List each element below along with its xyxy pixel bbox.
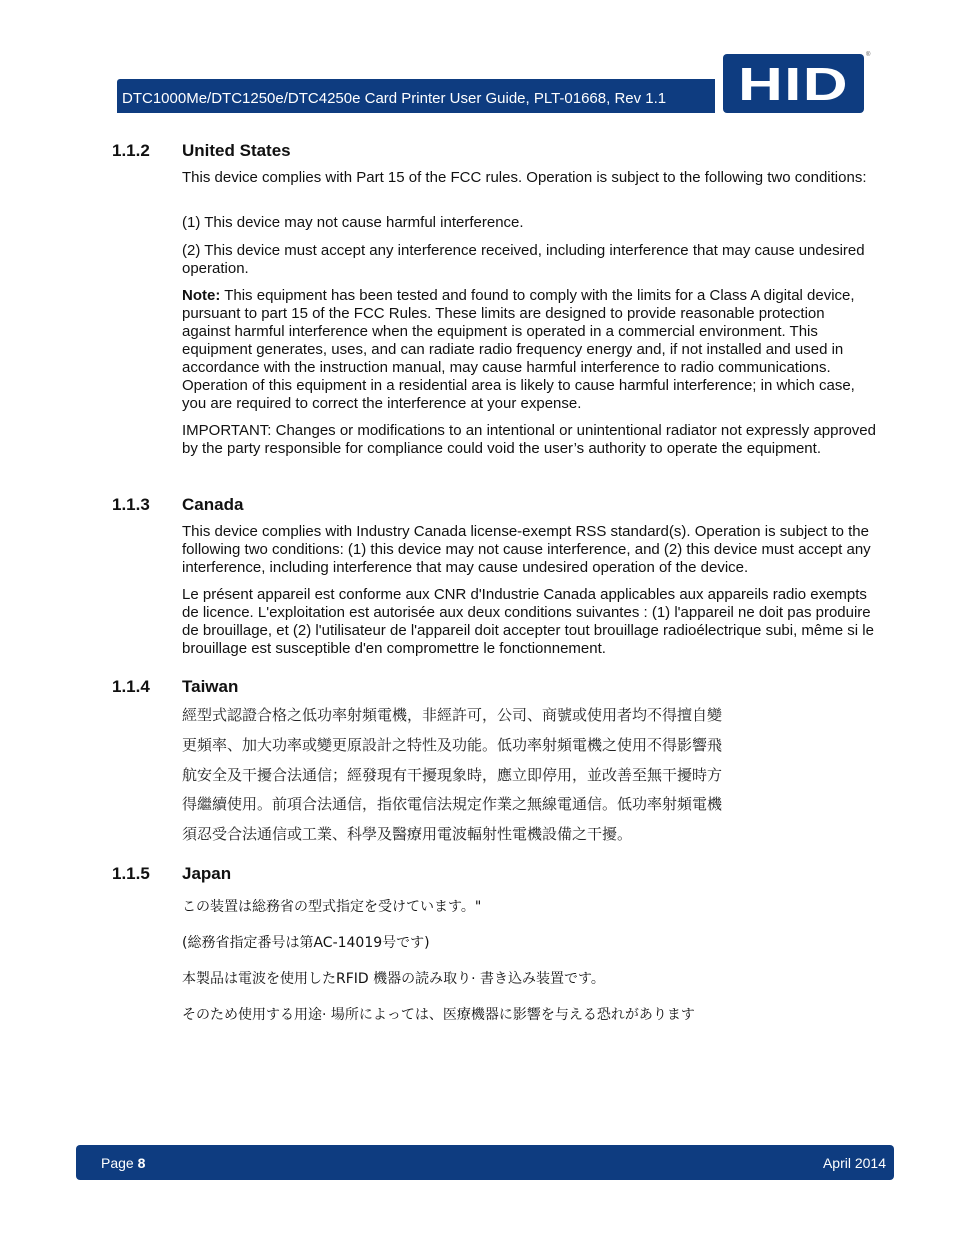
logo-text: HID — [737, 58, 849, 110]
registered-mark: ® — [866, 52, 871, 58]
note-text: This equipment has been tested and found to comply with the limits for a Class A digital device, pursuant to part 15 of the FCC Rules. These limits are designed to provide reasonable protection against harmful interference when the equipment is operated in a commercial environment. This equipment generates, uses, and can radiate radio frequency energy and, if not installed and used in accordance with the instruction manual, may cause harmful interference to radio communications. Operation of this equipment in a residential area is likely to cause harmful interference; in which case, you are required to correct the interference at your expense. — [182, 287, 855, 412]
paragraph-french: Le présent appareil est conforme aux CNR d'Industrie Canada applicables aux appareils radio exempts de licence. L'exploitation est autorisée aux deux conditions suivantes : (1) l'appareil ne doit pas produire de brouillage, et (2) l'utilisateur de l'appareil doit accepter tout brouillage radioélectrique subi, même si le brouillage est susceptible d'en compromettre le fonctionnement. — [182, 586, 874, 657]
page-label: Page — [101, 1155, 138, 1171]
paragraph: This device complies with Part 15 of the FCC rules. Operation is subject to the following two conditions: — [182, 169, 867, 186]
hid-logo — [723, 54, 864, 113]
paragraph: This device complies with Industry Canada license-exempt RSS standard(s). Operation is subject to the following two conditions: (1) this device may not cause interference, and (2) this device must accept any interference, including interference that may cause undesired operation of the device. — [182, 523, 871, 576]
section-number: 1.1.3 — [112, 495, 150, 514]
note-paragraph — [182, 287, 877, 413]
section-number: 1.1.5 — [112, 864, 150, 883]
paragraph: (2) This device must accept any interference received, including interference that may cause undesired operation. — [182, 242, 865, 277]
section-title: Canada — [182, 495, 244, 514]
taiwan-text-line: 得繼續使用。前項合法通信，指依電信法規定作業之無線電通信。低功率射頻電機 — [182, 795, 723, 813]
section-number: 1.1.4 — [112, 677, 150, 696]
japan-text-line: そのため使用する用途· 場所によっては、医療機器に影響を与える恐れがあります — [182, 1007, 695, 1023]
japan-text-line: この装置は総務省の型式指定を受けています。" — [182, 899, 482, 915]
section-number: 1.1.2 — [112, 141, 150, 160]
important-paragraph: IMPORTANT: Changes or modifications to an intentional or unintentional radiator not expressly approved by the party responsible for compliance could void the user’s authority to operate the equipment. — [182, 422, 876, 457]
taiwan-text-line: 須忍受合法通信或工業、科學及醫療用電波輻射性電機設備之干擾。 — [182, 825, 633, 843]
section-heading-united-states — [112, 141, 291, 161]
section-title: United States — [182, 141, 291, 160]
section-heading-japan — [112, 864, 231, 884]
section-heading-canada — [112, 495, 243, 515]
header-bar — [117, 79, 715, 113]
japan-text-line: (総務省指定番号は第AC-14019号です) — [182, 935, 430, 951]
section-title: Taiwan — [182, 677, 239, 696]
page-indicator — [101, 1155, 145, 1171]
taiwan-text-line: 更頻率、加大功率或變更原設計之特性及功能。低功率射頻電機之使用不得影響飛 — [182, 736, 723, 754]
note-label: Note: — [182, 287, 221, 304]
footer-date: April 2014 — [822, 1155, 886, 1171]
japan-text-line: 本製品は電波を使用したRFID 機器の読み取り· 書き込み装置です。 — [182, 971, 605, 987]
document-title: DTC1000Me/DTC1250e/DTC4250e Card Printer User Guide, PLT-01668, Rev 1.1 — [122, 90, 667, 107]
page-number: 8 — [137, 1155, 146, 1171]
paragraph: (1) This device may not cause harmful interference. — [182, 214, 524, 231]
taiwan-text-line: 經型式認證合格之低功率射頻電機，非經許可，公司、商號或使用者均不得擅自變 — [182, 706, 723, 724]
footer-bar — [76, 1145, 894, 1180]
taiwan-text-line: 航安全及干擾合法通信；經發現有干擾現象時，應立即停用，並改善至無干擾時方 — [182, 766, 723, 784]
section-title: Japan — [182, 864, 232, 883]
section-heading-taiwan — [112, 677, 238, 697]
